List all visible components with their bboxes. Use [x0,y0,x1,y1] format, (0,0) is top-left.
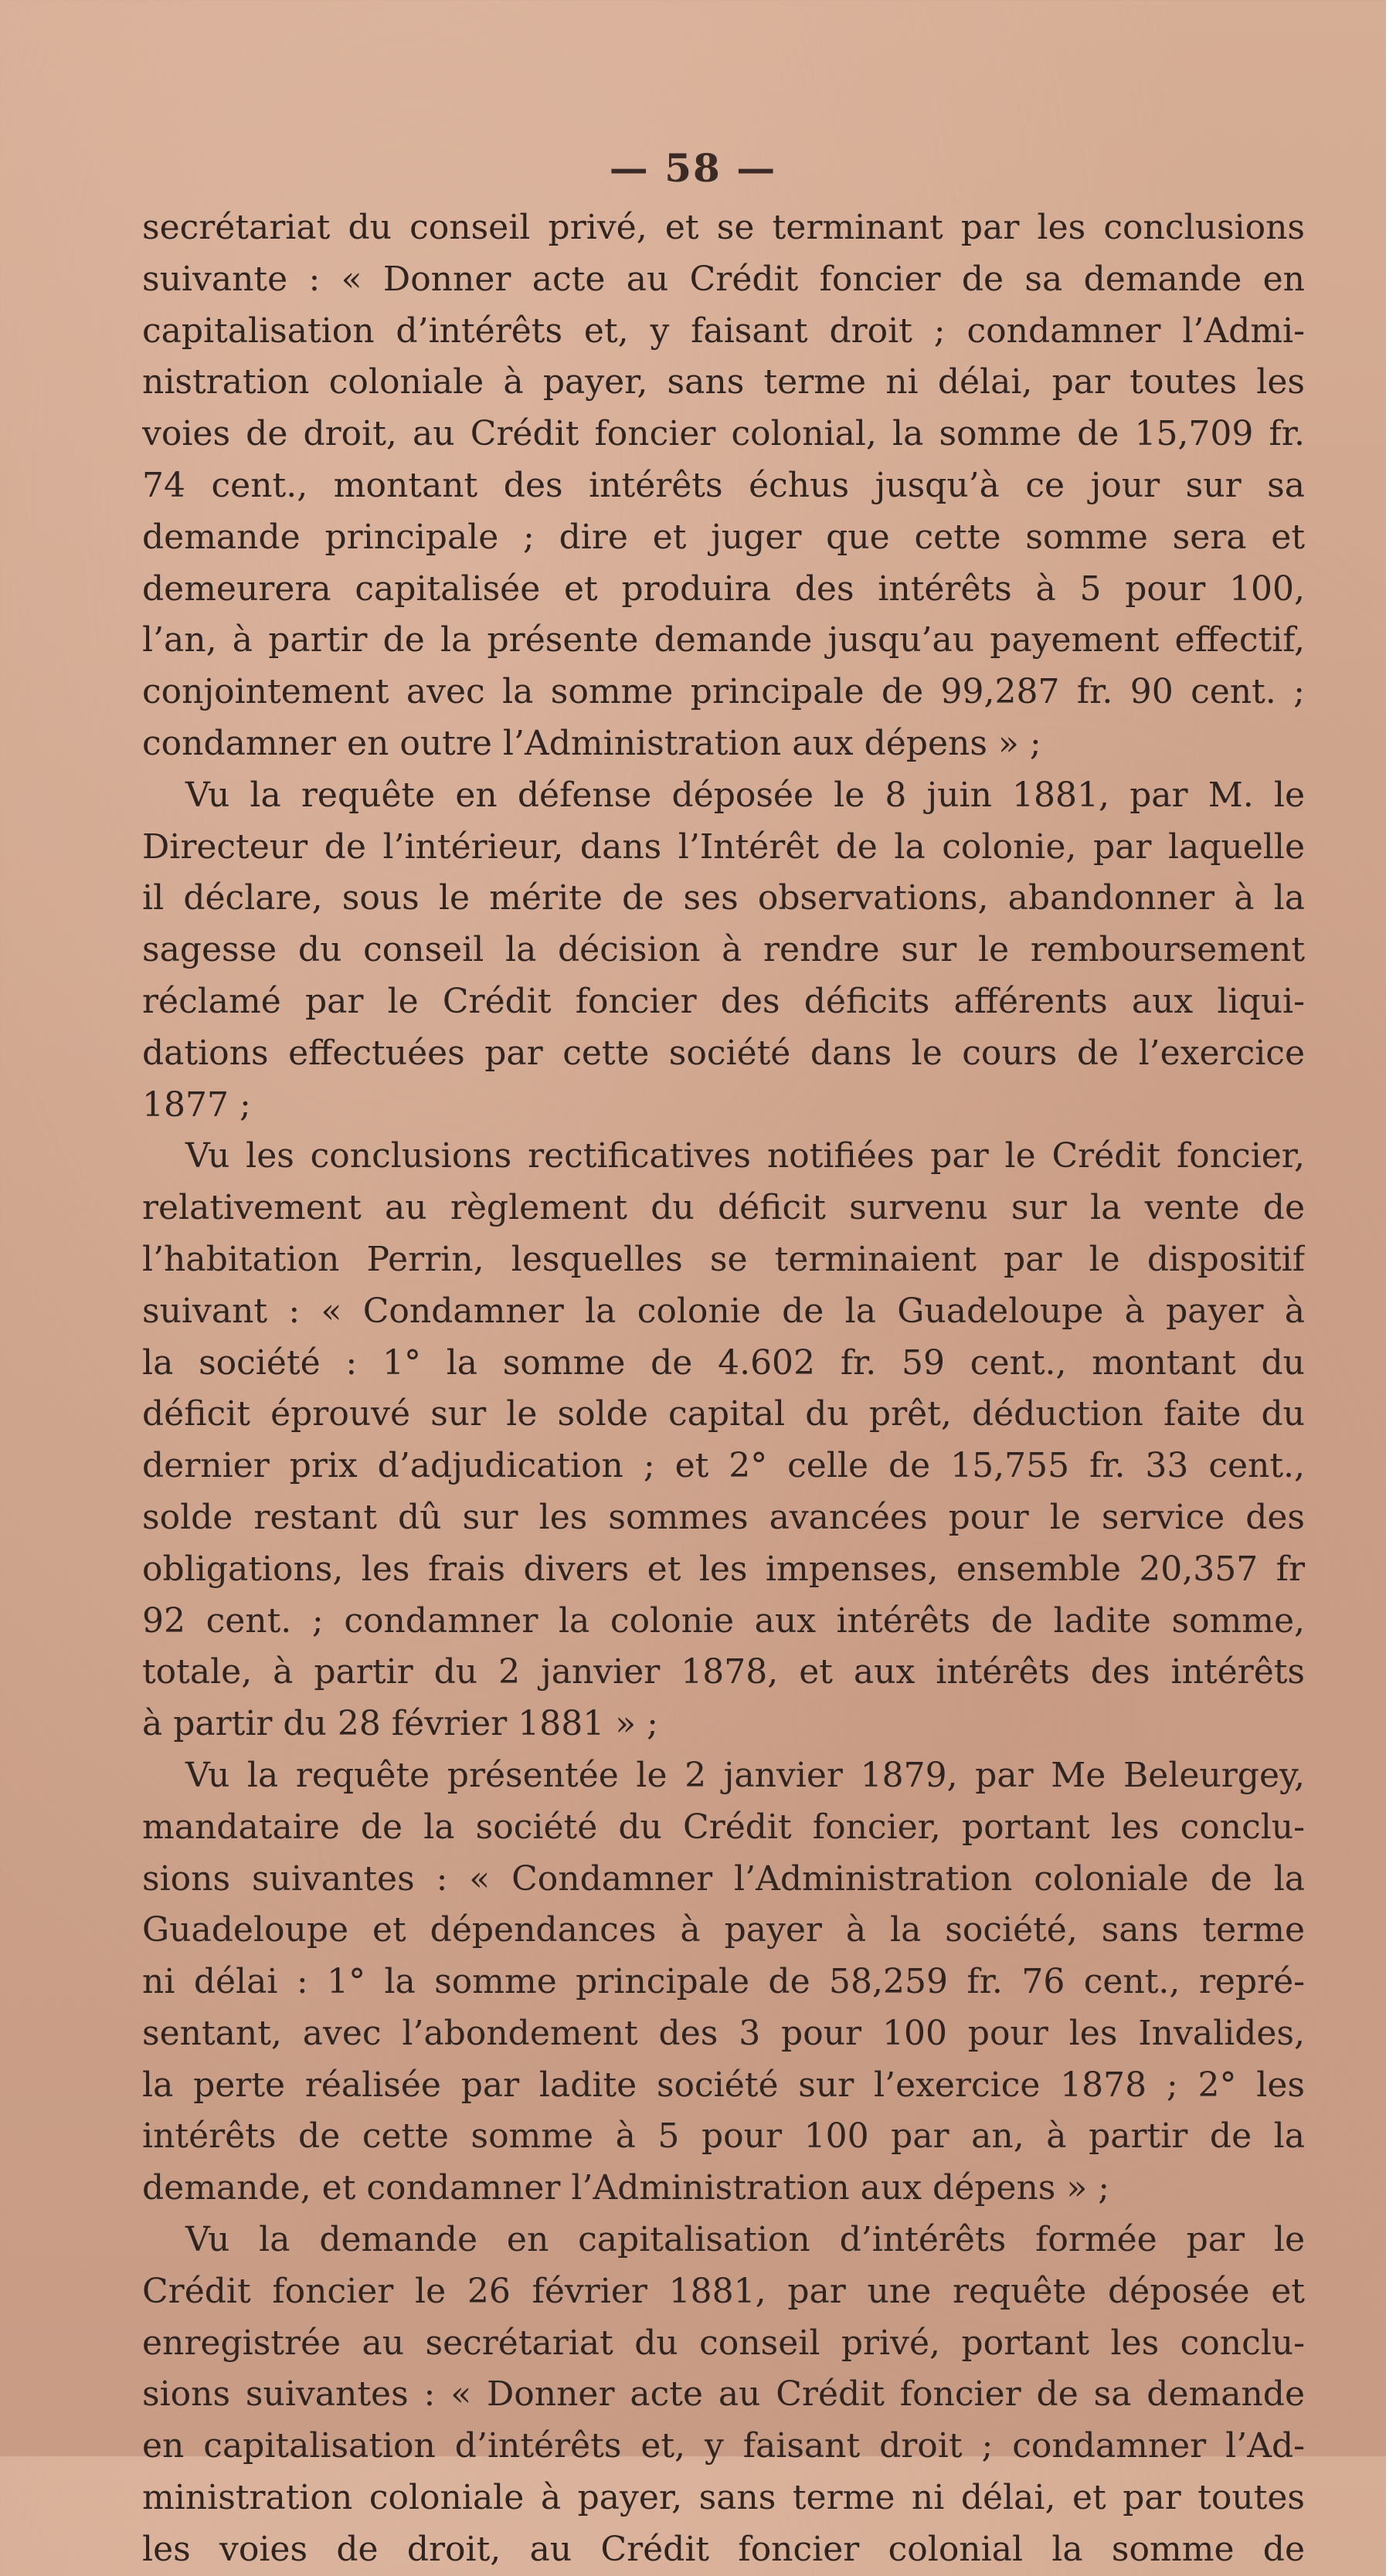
text-line: Vu la requête en défense déposée le 8 juin 1881, par M. le [185,775,1305,815]
text-line: ministration coloniale à payer, sans terme ni délai, et par toutes [142,2478,1305,2518]
text-line: dations effectuées par cette société dans le cours de l’exercice [142,1033,1305,1073]
text-line: capitalisation d’intérêts et, y faisant droit ; condamner l’Admi- [142,311,1305,351]
text-line: obligations, les frais divers et les impenses, ensemble 20,357 fr [142,1549,1305,1589]
text-line: la perte réalisée par ladite société sur l’exercice 1878 ; 2° les [142,2065,1305,2105]
body-text [142,202,1305,2576]
text-line: en capitalisation d’intérêts et, y faisant droit ; condamner l’Ad- [142,2426,1305,2466]
text-line: demande, et condamner l’Administration aux dépens » ; [142,2168,1110,2208]
text-line: intérêts de cette somme à 5 pour 100 par an, à partir de la [142,2116,1305,2157]
page-number: — 58 — [609,145,777,191]
text-line: sentant, avec l’abondement des 3 pour 100 pour les Invalides, [142,2013,1305,2053]
text-line: sions suivantes : « Condamner l’Administration coloniale de la [142,1858,1305,1899]
text-line: Vu la requête présentée le 2 janvier 1879, par Me Beleurgey, [185,1755,1305,1795]
text-line: l’habitation Perrin, lesquelles se terminaient par le dispositif [142,1239,1305,1279]
text-line: à partir du 28 février 1881 » ; [142,1704,658,1744]
text-line: voies de droit, au Crédit foncier colonial, la somme de 15,709 fr. [142,414,1305,454]
text-line: conjointement avec la somme principale de 99,287 fr. 90 cent. ; [142,672,1305,712]
text-line: solde restant dû sur les sommes avancées pour le service des [142,1497,1305,1537]
text-line: sions suivantes : « Donner acte au Crédit foncier de sa demande [142,2374,1305,2415]
text-line: Crédit foncier le 26 février 1881, par une requête déposée et [142,2271,1305,2311]
text-line: sagesse du conseil la décision à rendre sur le remboursement [142,930,1305,970]
text-line: les voies de droit, au Crédit foncier colonial la somme de [142,2529,1305,2569]
text-line: 1877 ; [142,1084,251,1125]
text-line: la société : 1° la somme de 4.602 fr. 59 cent., montant du [142,1342,1305,1383]
text-line: secrétariat du conseil privé, et se terminant par les conclusions [142,208,1305,247]
text-line: demande principale ; dire et juger que cette somme sera et [142,517,1305,557]
text-line: suivante : « Donner acte au Crédit foncier de sa demande en [142,259,1305,299]
text-line: réclamé par le Crédit foncier des déficits afférents aux liqui- [142,981,1305,1021]
text-line: suivant : « Condamner la colonie de la Guadeloupe à payer à [142,1291,1305,1331]
text-line: l’an, à partir de la présente demande jusqu’au payement effectif, [142,620,1305,660]
text-line: relativement au règlement du déficit survenu sur la vente de [142,1188,1305,1228]
text-line: il déclare, sous le mérite de ses observations, abandonner à la [142,878,1305,918]
text-line: demeurera capitalisée et produira des intérêts à 5 pour 100, [142,568,1305,609]
text-line: dernier prix d’adjudication ; et 2° celle de 15,755 fr. 33 cent., [142,1446,1305,1486]
text-line: Guadeloupe et dépendances à payer à la société, sans terme [142,1910,1305,1950]
text-line: enregistrée au secrétariat du conseil privé, portant les conclu- [142,2323,1305,2363]
text-line: 74 cent., montant des intérêts échus jusqu’à ce jour sur sa [142,465,1305,505]
text-line: ni délai : 1° la somme principale de 58,259 fr. 76 cent., repré- [142,1962,1305,2002]
text-line: condamner en outre l’Administration aux dépens » ; [142,723,1041,763]
text-line: 92 cent. ; condamner la colonie aux intérêts de ladite somme, [142,1600,1305,1641]
text-line: mandataire de la société du Crédit foncier, portant les conclu- [142,1807,1305,1847]
text-line: Vu les conclusions rectificatives notifiées par le Crédit foncier, [185,1136,1305,1176]
text-line: nistration coloniale à payer, sans terme ni délai, par toutes les [142,362,1305,402]
text-line: totale, à partir du 2 janvier 1878, et aux intérêts des intérêts [142,1652,1305,1692]
text-line: déficit éprouvé sur le solde capital du prêt, déduction faite du [142,1394,1305,1434]
text-line: Directeur de l’intérieur, dans l’Intérêt de la colonie, par laquelle [142,826,1305,867]
text-line: Vu la demande en capitalisation d’intérêts formée par le [185,2220,1305,2260]
